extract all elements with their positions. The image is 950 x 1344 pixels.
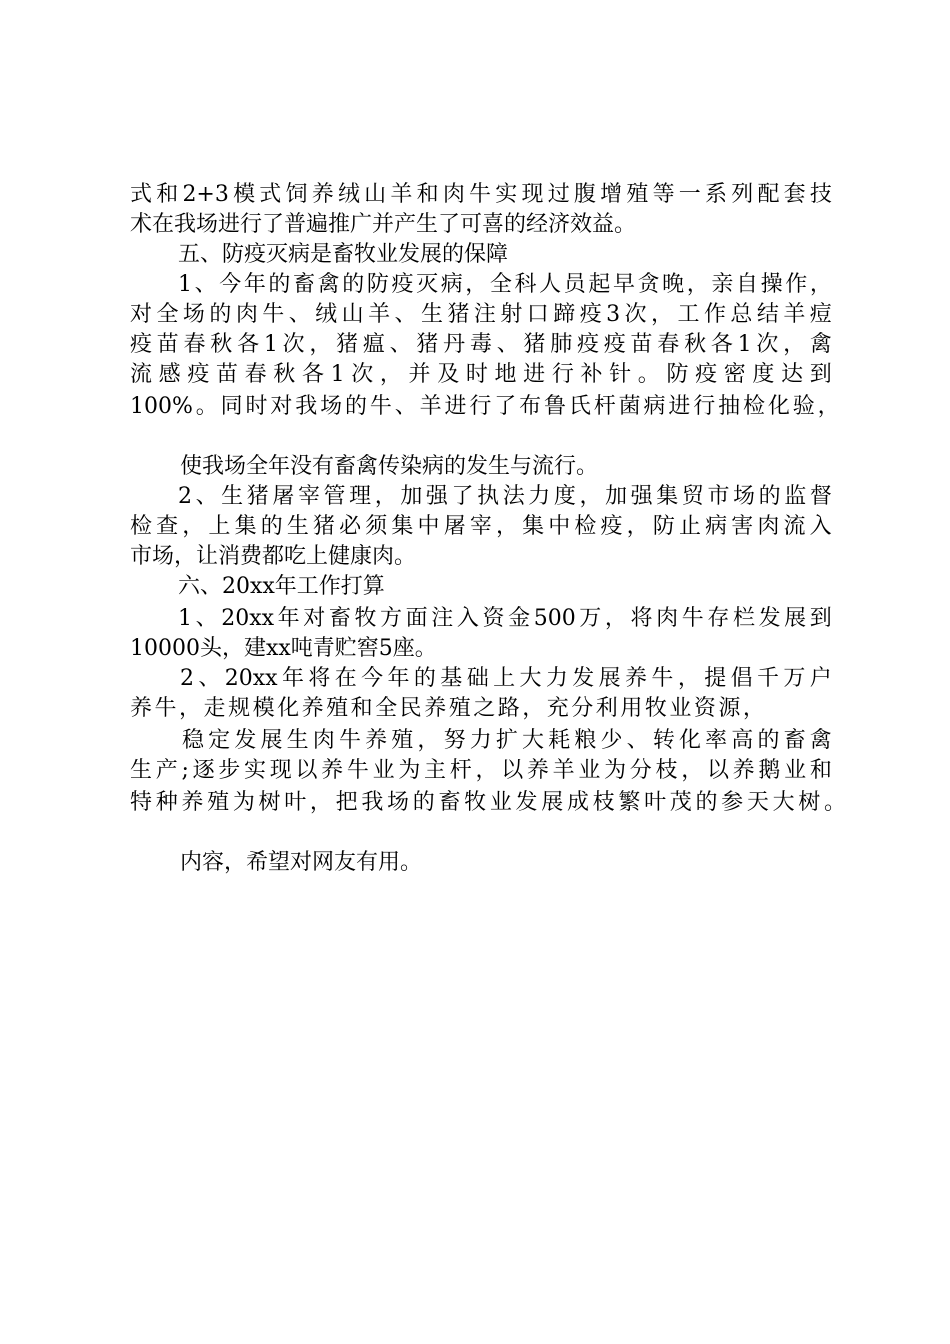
section-heading: 五、防疫灭病是畜牧业发展的保障 bbox=[178, 242, 509, 267]
text-line: 式 和 2+3 模 式 饲 养 绒 山 羊 和 肉 牛 实 现 过 腹 增 殖 等 一 系 列 配 套 技 bbox=[130, 182, 832, 207]
text-line: 对 全 场 的 肉 牛 、 绒 山 羊 、 生 猪 注 射 口 蹄 疫 3 次 ， 工 作 总 结 羊 痘 bbox=[130, 302, 832, 327]
text-line: 1 、 今 年 的 畜 禽 的 防 疫 灭 病 ， 全 科 人 员 起 早 贪 晚 ， 亲 自 操 作 ， bbox=[178, 272, 832, 297]
text-line: 2 、 生 猪 屠 宰 管 理 ， 加 强 了 执 法 力 度 ， 加 强 集 贸 市 场 的 监 督 bbox=[178, 484, 832, 509]
text-line: 养 牛 ， 走 规 模 化 养 殖 和 全 民 养 殖 之 路 ， 充 分 利 用 牧 业 资 源 ， bbox=[130, 696, 765, 721]
text-line: 10000头，建xx吨青贮窖5座。 bbox=[130, 636, 437, 661]
text-line: 市场，让消费都吃上健康肉。 bbox=[130, 544, 417, 569]
text-line: 使我场全年没有畜禽传染病的发生与流行。 bbox=[180, 454, 599, 479]
text-line: 生 产 ; 逐 步 实 现 以 养 牛 业 为 主 杆 ， 以 养 羊 业 为 分 枝 ， 以 养 鹅 业 和 bbox=[130, 758, 832, 783]
text-line: 1 、 20xx 年 对 畜 牧 方 面 注 入 资 金 500 万 ， 将 肉 牛 存 栏 发 展 到 bbox=[178, 606, 832, 631]
text-line: 术在我场进行了普遍推广并产生了可喜的经济效益。 bbox=[130, 212, 637, 237]
text-line: 检 查 ， 上 集 的 生 猪 必 须 集 中 屠 宰 ， 集 中 检 疫 ， 防 止 病 害 肉 流 入 bbox=[130, 514, 832, 539]
text-line: 特 种 养 殖 为 树 叶 ， 把 我 场 的 畜 牧 业 发 展 成 枝 繁 叶 茂 的 参 天 大 树 。 bbox=[130, 790, 846, 815]
section-heading: 六、20xx年工作打算 bbox=[178, 574, 385, 599]
text-line: 流 感 疫 苗 春 秋 各 1 次 ， 并 及 时 地 进 行 补 针 。 防 疫 密 度 达 到 bbox=[130, 362, 832, 387]
text-line: 2 、 20xx 年 将 在 今 年 的 基 础 上 大 力 发 展 养 牛 ， 提 倡 千 万 户 bbox=[180, 666, 832, 691]
text-line: 100% 。 同 时 对 我 场 的 牛 、 羊 进 行 了 布 鲁 氏 杆 菌 病 进 行 抽 检 化 验 ， bbox=[130, 394, 840, 419]
text-line: 疫 苗 春 秋 各 1 次 ， 猪 瘟 、 猪 丹 毒 、 猪 肺 疫 疫 苗 春 秋 各 1 次 ， 禽 bbox=[130, 332, 832, 357]
text-line: 稳 定 发 展 生 肉 牛 养 殖 ， 努 力 扩 大 耗 粮 少 、 转 化 率 高 的 畜 禽 bbox=[182, 728, 832, 753]
text-line: 内容，希望对网友有用。 bbox=[180, 850, 423, 875]
